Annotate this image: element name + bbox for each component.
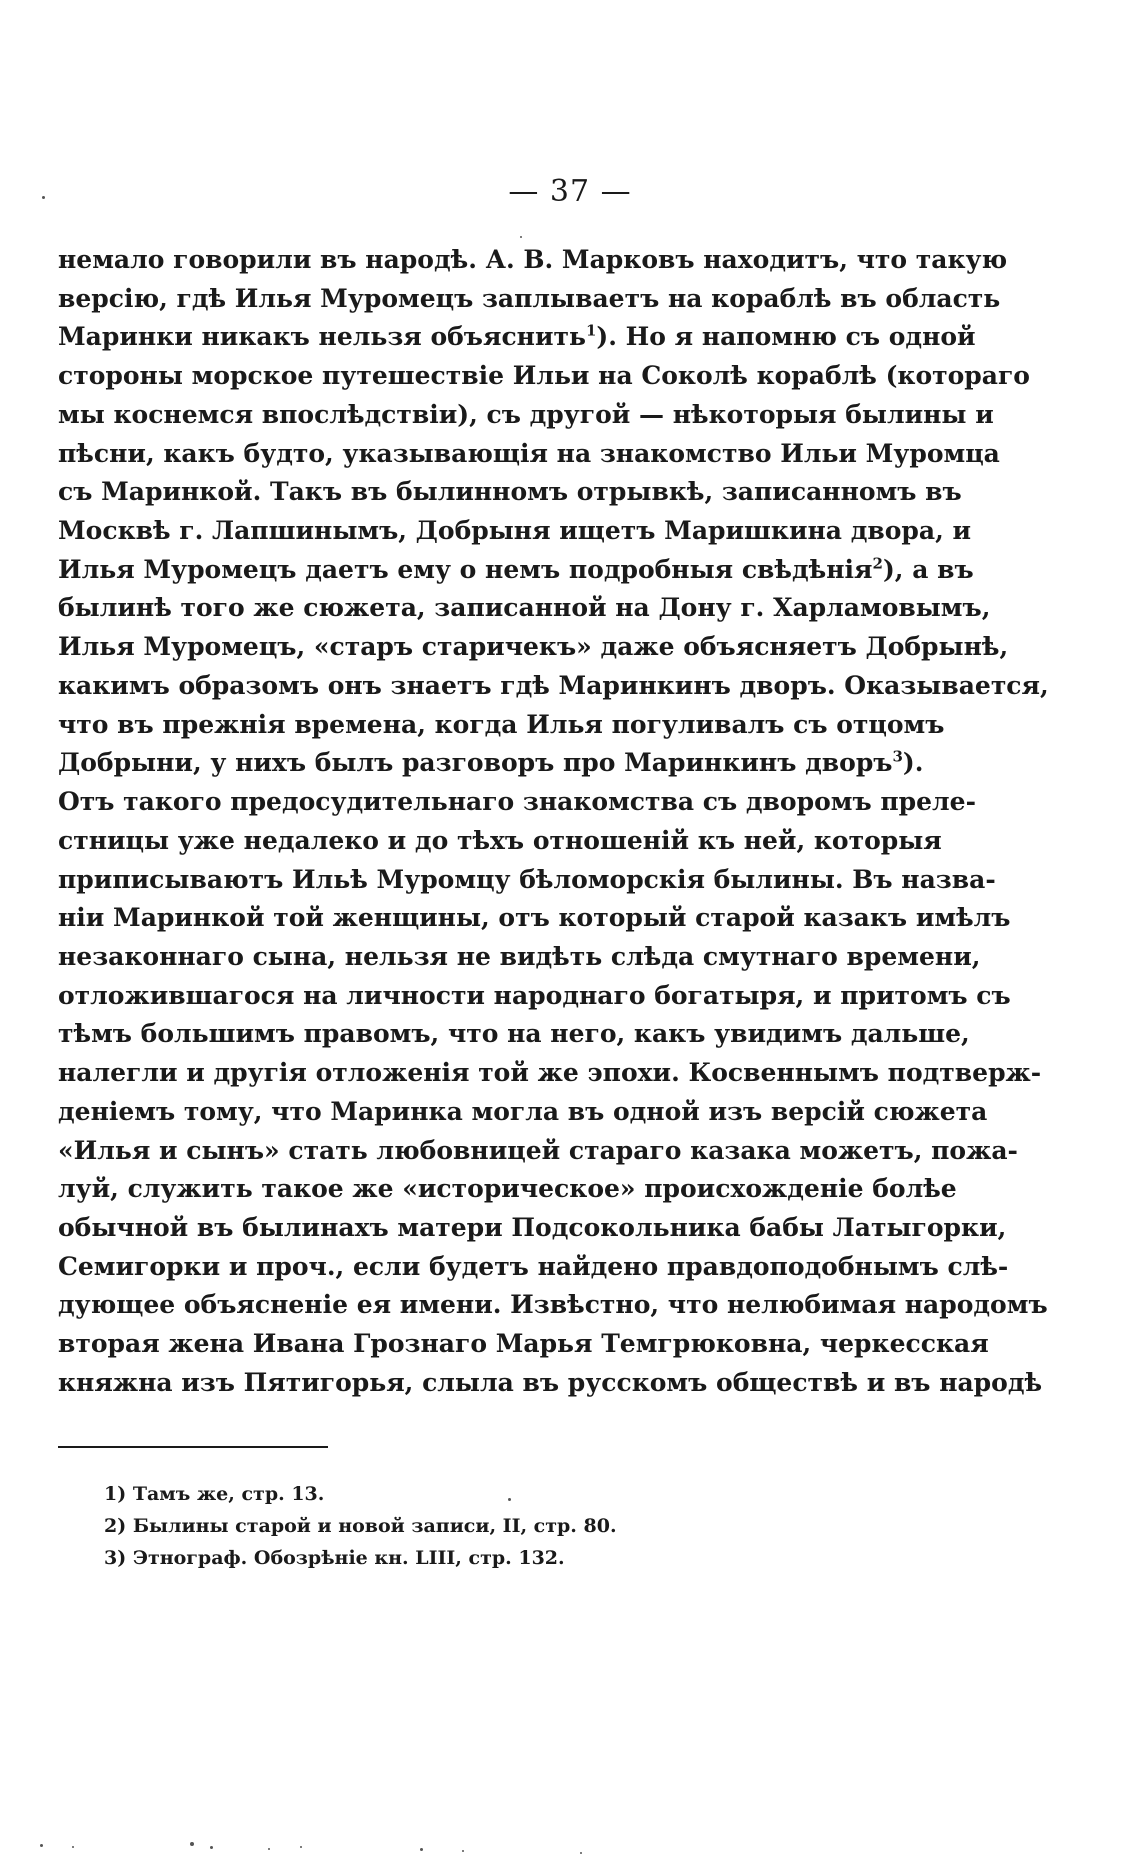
text-line xyxy=(58,551,974,590)
footnote-ref-3: 3 xyxy=(892,748,903,767)
text-line: вторая жена Ивана Грознаго Марья Темгрюковна, черкесская xyxy=(58,1329,989,1359)
footnotes xyxy=(104,1478,804,1574)
scan-speck xyxy=(268,1848,270,1850)
text-line: «Илья и сынъ» стать любовницей стараго казака можетъ, пожа- xyxy=(58,1135,1018,1165)
footnote-ref-1: 1 xyxy=(585,322,597,341)
text-line xyxy=(58,318,976,357)
scan-speck xyxy=(40,1844,43,1847)
text-line xyxy=(58,744,924,783)
footnote-divider xyxy=(58,1446,328,1448)
footnote-2: 2) Былины старой и новой записи, II, стр. 80. xyxy=(104,1515,617,1537)
scan-speck xyxy=(580,1852,582,1854)
text-line: былинѣ того же сюжета, записанной на Дону г. Харламовымъ, xyxy=(58,593,991,623)
text-line: мы коснемся впослѣдствіи), съ другой — нѣкоторыя былины и xyxy=(58,399,994,429)
body-text xyxy=(58,241,1049,1403)
text-line-part: ). xyxy=(902,748,924,778)
text-line: деніемъ тому, что Маринка могла въ одной изъ версій сюжета xyxy=(58,1096,988,1126)
scan-speck xyxy=(72,1846,74,1848)
text-line: отложившагося на личности народнаго богатыря, и притомъ съ xyxy=(58,980,1011,1010)
scan-speck xyxy=(508,1498,511,1501)
text-line: Москвѣ г. Лапшинымъ, Добрыня ищетъ Маришкина двора, и xyxy=(58,516,972,546)
text-line: съ Маринкой. Такъ въ былинномъ отрывкѣ, записанномъ въ xyxy=(58,477,962,507)
scan-speck xyxy=(300,1846,302,1848)
text-line: луй, служить такое же «историческое» происхожденіе болѣе xyxy=(58,1174,957,1204)
text-line: ніи Маринкой той женщины, отъ который старой казакъ имѣлъ xyxy=(58,903,1011,933)
scan-speck xyxy=(42,196,45,199)
text-line: обычной въ былинахъ матери Подсокольника бабы Латыгорки, xyxy=(58,1212,1007,1242)
text-line: какимъ образомъ онъ знаетъ гдѣ Маринкинъ дворъ. Оказывается, xyxy=(58,670,1049,700)
scan-speck xyxy=(210,1846,213,1849)
footnote-3: 3) Этнограф. Обозрѣніе кн. LIII, стр. 132. xyxy=(104,1547,565,1569)
text-line: Отъ такого предосудительнаго знакомства съ дворомъ преле- xyxy=(58,787,976,817)
text-line-part: Илья Муромецъ даетъ ему о немъ подробныя свѣдѣнія xyxy=(58,554,873,584)
text-line: незаконнаго сына, нельзя не видѣть слѣда смутнаго времени, xyxy=(58,941,981,971)
text-line: княжна изъ Пятигорья, слыла въ русскомъ обществѣ и въ народѣ xyxy=(58,1367,1043,1397)
text-line: налегли и другія отложенія той же эпохи. Косвеннымъ подтверж- xyxy=(58,1058,1042,1088)
text-line: что въ прежнія времена, когда Илья погуливалъ съ отцомъ xyxy=(58,709,945,739)
scan-speck xyxy=(520,236,522,238)
text-line-part: Добрыни, у нихъ былъ разговоръ про Маринкинъ дворъ xyxy=(58,748,893,778)
text-line: дующее объясненіе ея имени. Извѣстно, что нелюбимая народомъ xyxy=(58,1290,1048,1320)
text-line: немало говорили въ народѣ. А. В. Марковъ находитъ, что такую xyxy=(58,245,1008,274)
text-line: стороны морское путешествіе Ильи на Соколѣ кораблѣ (котораго xyxy=(58,361,1030,391)
scan-speck xyxy=(420,1848,423,1851)
text-line-part: ). Но я напомню съ одной xyxy=(596,322,976,352)
text-line-part: Маринки никакъ нельзя объяснить xyxy=(58,322,586,352)
scan-speck xyxy=(462,1850,464,1852)
text-line-part: ), а въ xyxy=(882,554,974,584)
text-line: пѣсни, какъ будто, указывающія на знакомство Ильи Муромца xyxy=(58,438,1000,468)
scan-speck xyxy=(190,1842,194,1846)
text-line: тѣмъ большимъ правомъ, что на него, какъ увидимъ дальше, xyxy=(58,1019,970,1049)
text-line: Илья Муромецъ, «старъ старичекъ» даже объясняетъ Добрынѣ, xyxy=(58,632,1009,662)
page-number: — 37 — xyxy=(508,174,632,209)
text-line: Семигорки и проч., если будетъ найдено правдоподобнымъ слѣ- xyxy=(58,1251,1009,1281)
footnote-1: 1) Тамъ же, стр. 13. xyxy=(104,1483,325,1505)
text-line: приписываютъ Ильѣ Муромцу бѣломорскія былины. Въ назва- xyxy=(58,864,996,894)
text-line: версію, гдѣ Илья Муромецъ заплываетъ на кораблѣ въ область xyxy=(58,283,1001,313)
text-line: стницы уже недалеко и до тѣхъ отношеній къ ней, которыя xyxy=(58,825,942,855)
footnote-ref-2: 2 xyxy=(872,554,883,573)
